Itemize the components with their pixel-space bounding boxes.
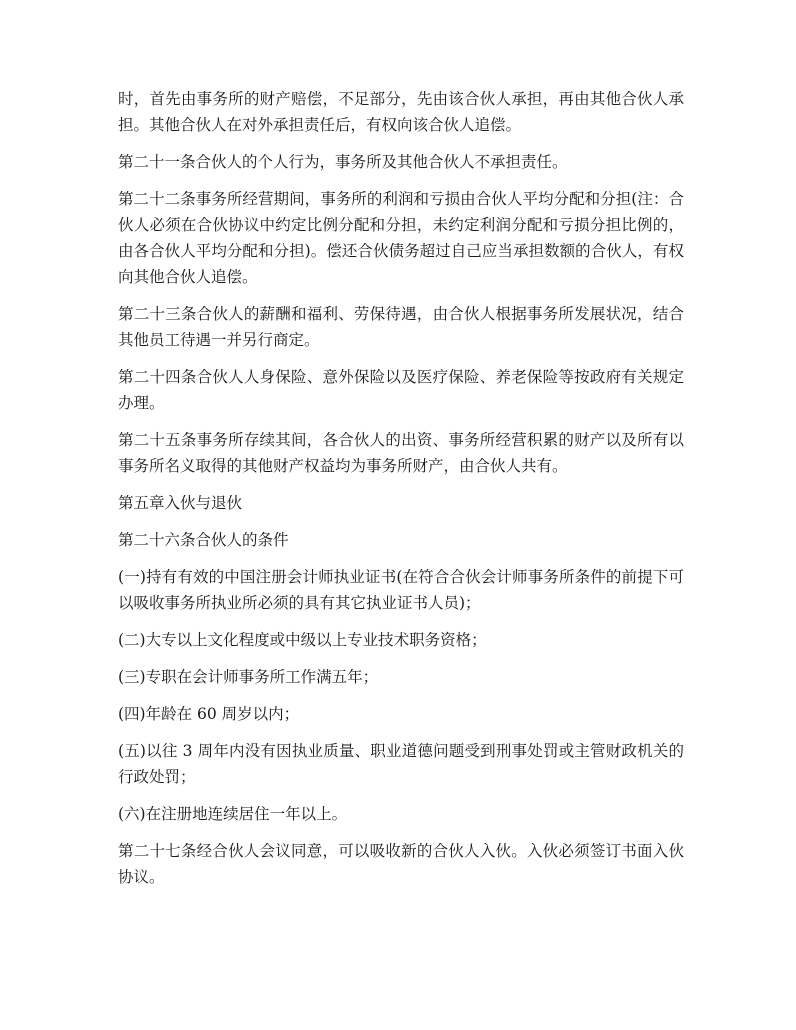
paragraph-article-27: 第二十七条经合伙人会议同意，可以吸收新的合伙人入伙。入伙必须签订书面入伙协议。 bbox=[118, 842, 684, 886]
condition-item-2: (二)大专以上文化程度或中级以上专业技术职务资格； bbox=[118, 631, 487, 649]
condition-item-1: (一)持有有效的中国注册会计师执业证书(在符合合伙会计师事务所条件的前提下可以吸收事务所执业所必须的具有其它执业证书人员)； bbox=[118, 568, 684, 612]
document-body bbox=[118, 86, 684, 901]
paragraph-article-24: 第二十四条合伙人人身保险、意外保险以及医疗保险、养老保险等按政府有关规定办理。 bbox=[118, 368, 684, 412]
condition-item-3: (三)专职在会计师事务所工作满五年； bbox=[118, 668, 379, 686]
paragraph-article-25: 第二十五条事务所存续其间，各合伙人的出资、事务所经营积累的财产以及所有以事务所名义取得的其他财产权益均为事务所财产，由合伙人共有。 bbox=[118, 431, 684, 475]
condition-item-4: (四)年龄在 60 周岁以内； bbox=[118, 705, 300, 723]
condition-item-5: (五)以往 3 周年内没有因执业质量、职业道德问题受到刑事处罚或主管财政机关的行政处罚； bbox=[118, 742, 684, 786]
paragraph-liability-continuation: 时，首先由事务所的财产赔偿，不足部分，先由该合伙人承担，再由其他合伙人承担。其他合伙人在对外承担责任后，有权向该合伙人追偿。 bbox=[118, 90, 684, 134]
paragraph-article-26: 第二十六条合伙人的条件 bbox=[118, 531, 289, 549]
chapter-heading: 第五章入伙与退伙 bbox=[118, 494, 243, 512]
paragraph-article-21: 第二十一条合伙人的个人行为，事务所及其他合伙人不承担责任。 bbox=[118, 153, 568, 171]
paragraph-article-22: 第二十二条事务所经营期间，事务所的利润和亏损由合伙人平均分配和分担(注：合伙人必须在合伙协议中约定比例分配和分担，未约定利润分配和亏损分担比例的，由各合伙人平均分配和分担)。偿还合伙债务超过自己应当承担数额的合伙人，有权向其他合伙人追偿。 bbox=[118, 190, 684, 286]
paragraph-article-23: 第二十三条合伙人的薪酬和福利、劳保待遇，由合伙人根据事务所发展状况，结合其他员工待遇一并另行商定。 bbox=[118, 305, 684, 349]
condition-item-6: (六)在注册地连续居住一年以上。 bbox=[118, 805, 348, 823]
